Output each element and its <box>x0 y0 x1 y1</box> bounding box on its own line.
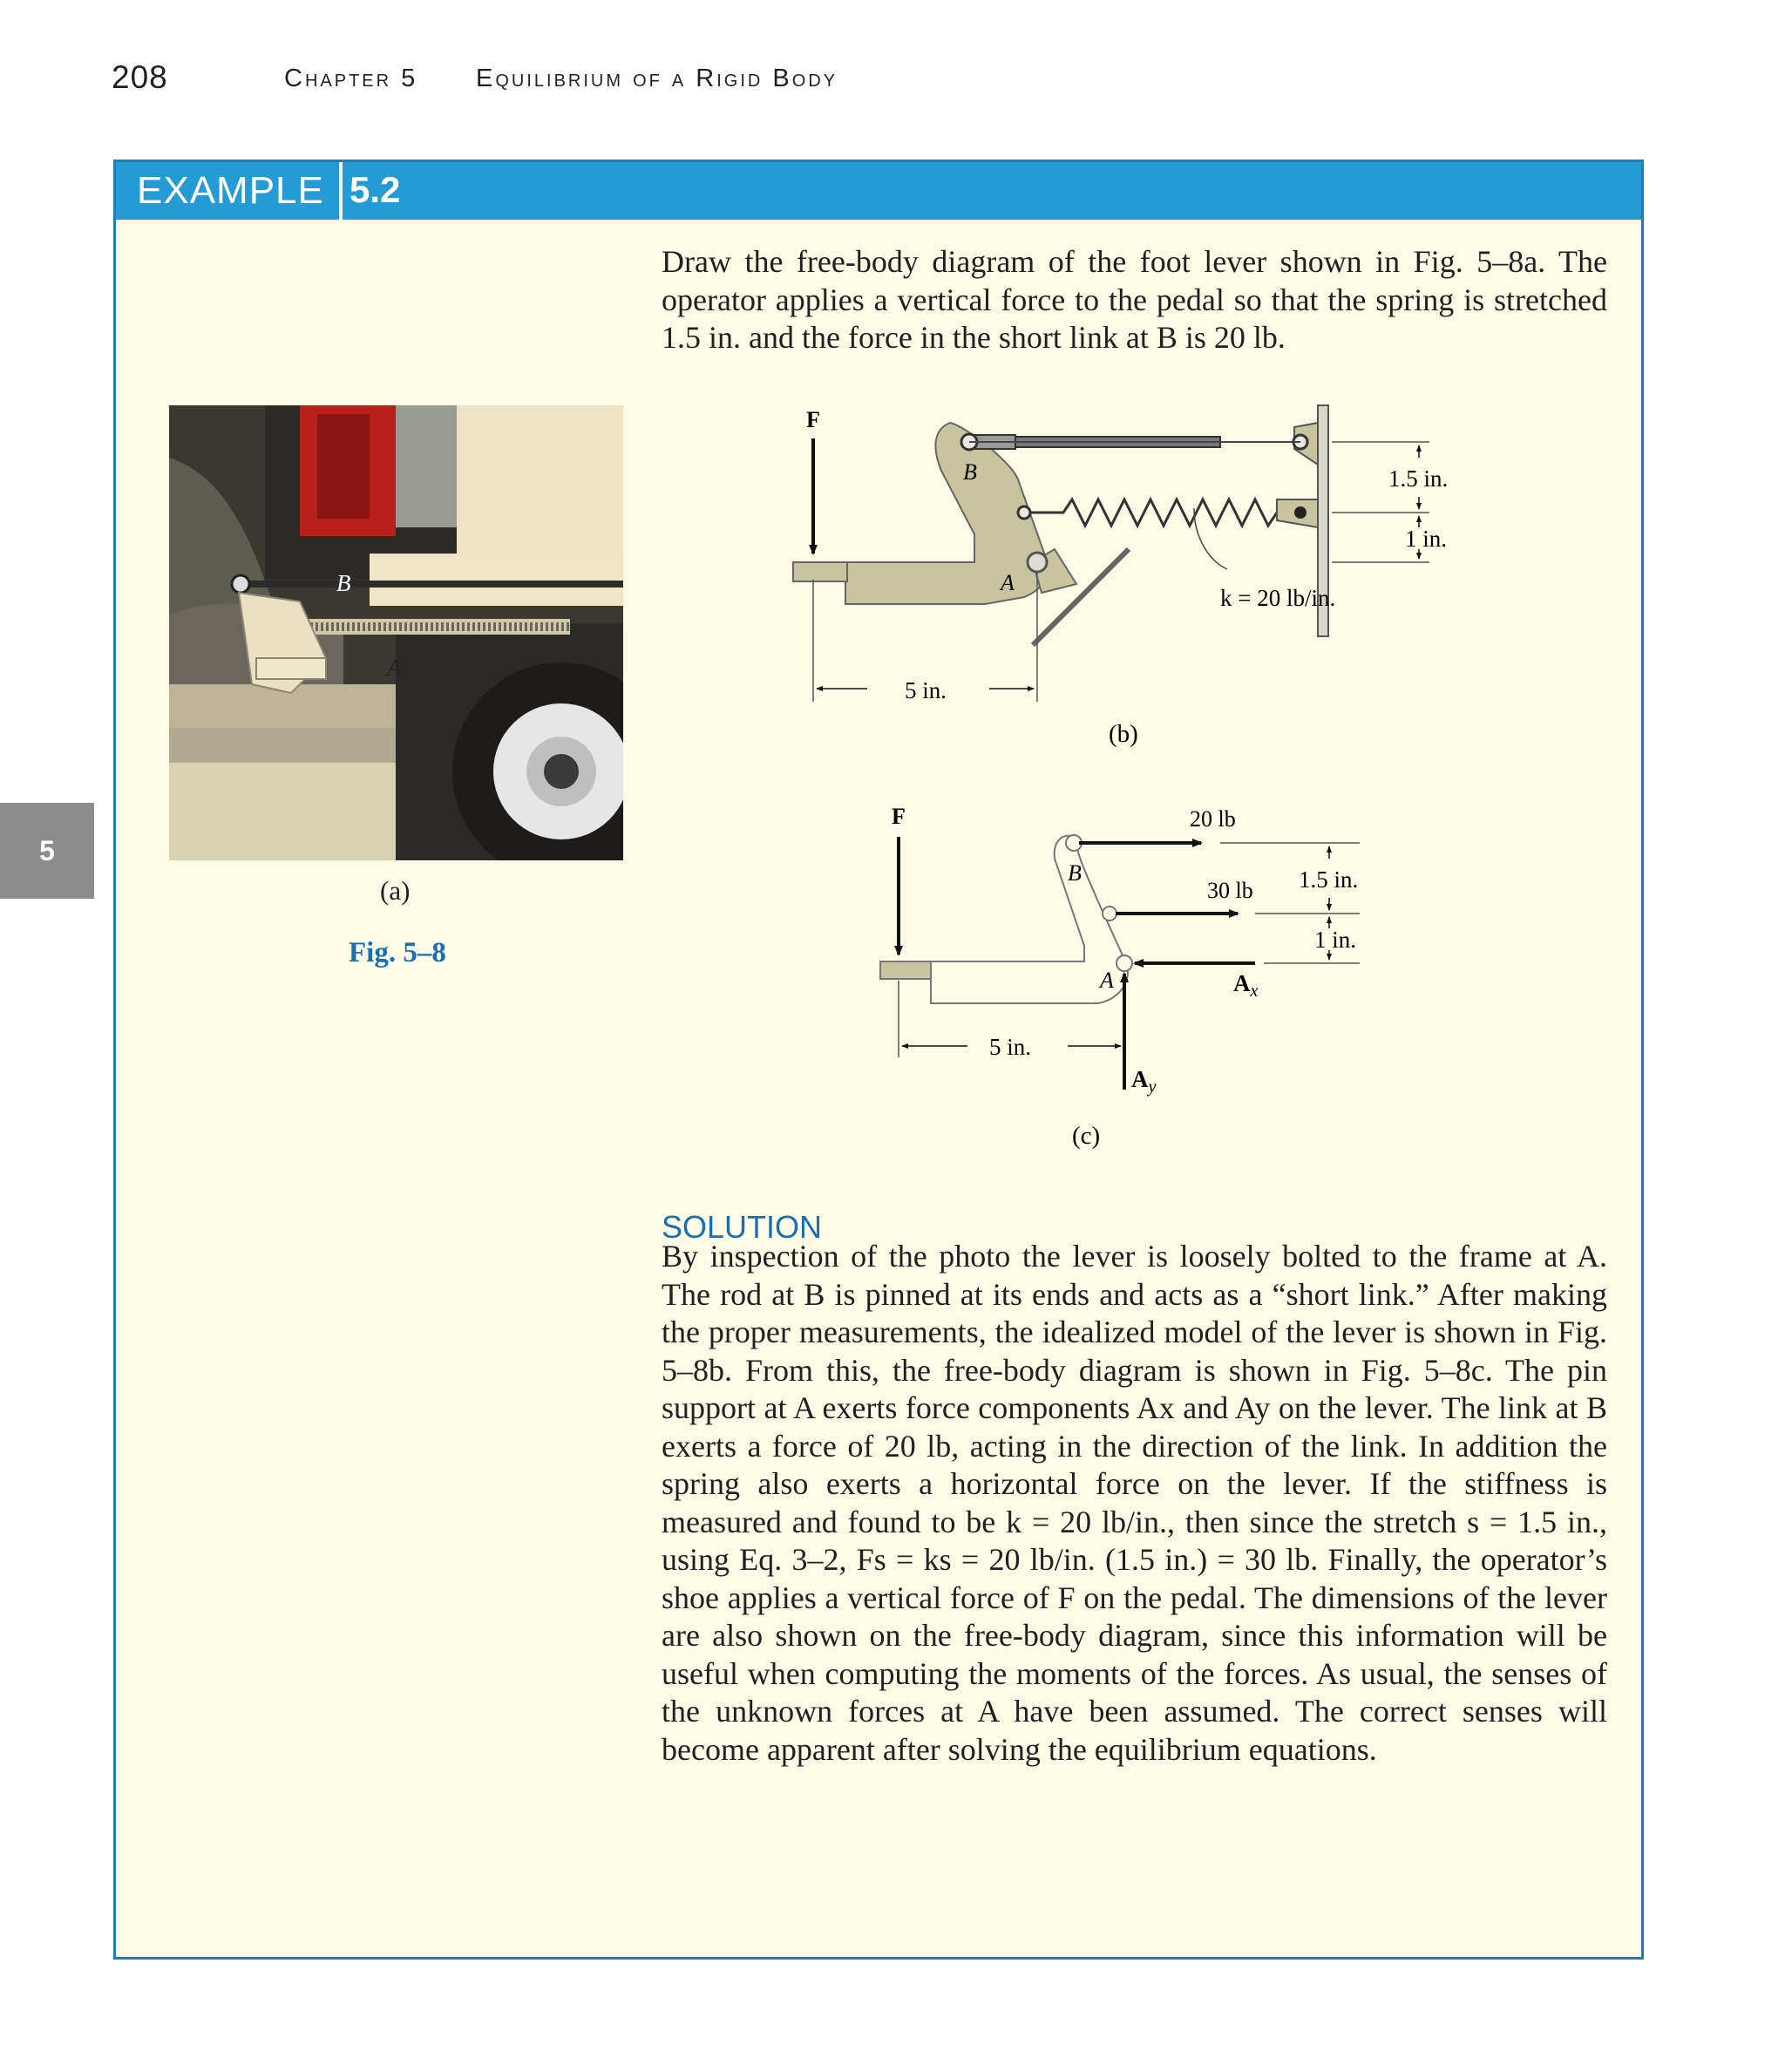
free-body-diagram <box>872 798 1429 1155</box>
solution-heading: SOLUTION <box>662 1209 823 1245</box>
solution-text: By inspection of the photo the lever is loosely bolted to the frame at A. The rod at B is pinned at its ends and acts as a “short link.” After making the proper measurements, the idealized model of the lever is shown in Fig. 5–8b. From this, the free-body diagram is shown in Fig. 5–8c. The pin support at A exerts force components Ax and Ay on the lever. The link at B exerts a force of 20 lb, acting in the direction of the link. In addition the spring also exerts a horizontal force on the lever. If the stiffness is measured and found to be k = 20 lb/in., then since the stretch s = 1.5 in., using Eq. 3–2, Fs = ks = 20 lb/in. (1.5 in.) = 30 lb. Finally, the operator’s shoe applies a vertical force of F on the pedal. The dimensions of the lever are also shown on the free-body diagram, since this information will be useful when computing the moments of the forces. As usual, the senses of the unknown forces at A have been assumed. The correct senses will become apparent after solving the equilibrium equations. <box>662 1239 1607 1767</box>
example-header-bar <box>116 162 1641 220</box>
spring <box>1030 499 1299 526</box>
figure-label: Fig. 5–8 <box>349 937 446 968</box>
force-f-label: F <box>806 407 820 432</box>
ax-label: $A_x$ <box>1233 970 1259 1001</box>
foot-lever-photo <box>169 405 623 860</box>
spring-stiffness: k = 20 lb/in. <box>1220 585 1336 611</box>
example-number: 5.2 <box>350 169 401 210</box>
chapter-title: Equilibrium of a Rigid Body <box>476 65 838 92</box>
pedal <box>793 562 847 581</box>
dim-5-in: 5 in. <box>905 677 947 703</box>
fbd-dim-5-in: 5 in. <box>989 1034 1032 1060</box>
fbd-dim-1-in: 1 in. <box>1314 927 1357 953</box>
photo-label-a: A <box>387 655 402 681</box>
idealized-model-diagram <box>784 397 1482 763</box>
fbd-dim-1-5-in: 1.5 in. <box>1299 866 1359 893</box>
link-force-label: 20 lb <box>1190 806 1236 832</box>
example-label: EXAMPLE <box>137 169 324 212</box>
photo-label-b: B <box>336 570 351 596</box>
caption-a: (a) <box>380 875 411 906</box>
problem-statement: Draw the free-body diagram of the foot lever shown in Fig. 5–8a. The operator applies a vertical force to the pedal so that the spring is stretched 1.5 in. and the force in the short link at B is 20 lb. <box>662 244 1607 355</box>
fbd-force-f-label: F <box>892 804 906 829</box>
example-separator <box>339 162 343 220</box>
fbd-pedal <box>880 961 931 979</box>
dim-1-5-in: 1.5 in. <box>1388 465 1449 492</box>
chapter-side-tab[interactable]: 5 <box>0 803 94 899</box>
spring-force-label: 30 lb <box>1207 878 1253 903</box>
label-b: B <box>963 459 977 485</box>
ay-label: $A_y$ <box>1131 1066 1157 1097</box>
page-number: 208 <box>112 59 168 95</box>
fbd-lever-outline <box>931 836 1128 1003</box>
fbd-label-b: B <box>1068 860 1082 886</box>
caption-c: (c) <box>1072 1122 1101 1150</box>
chapter-label: Chapter 5 <box>284 65 418 92</box>
caption-b: (b) <box>1109 720 1138 748</box>
fbd-label-a: A <box>1100 968 1114 993</box>
label-a: A <box>1001 570 1015 595</box>
dim-1-in: 1 in. <box>1405 526 1448 552</box>
pin-a <box>1028 553 1047 572</box>
